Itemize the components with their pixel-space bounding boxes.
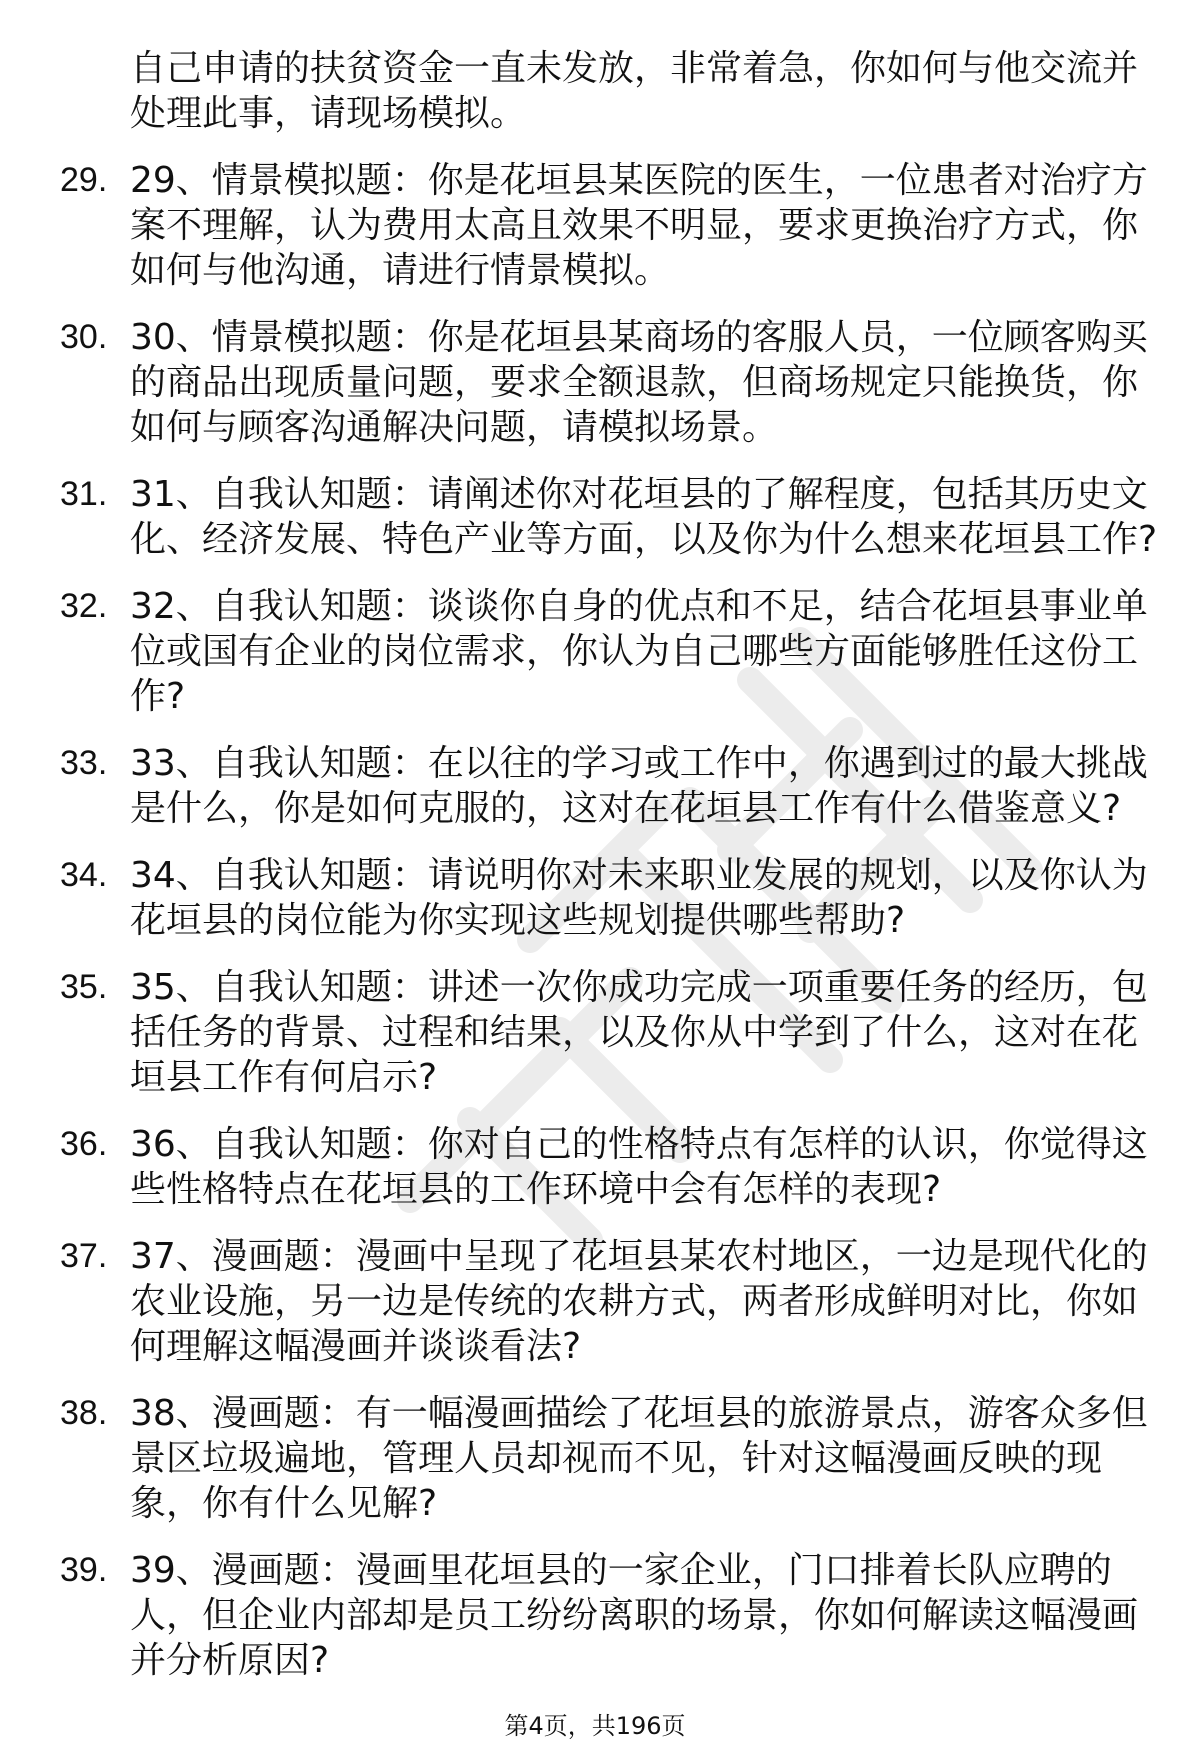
continued-question-text: 自己申请的扶贫资金一直未发放，非常着急，你如何与他交流并处理此事，请现场模拟。 xyxy=(130,48,1139,134)
question-text: 31、自我认知题：请阐述你对花垣县的了解程度，包括其历史文化、经济发展、特色产业等方面，以及你为什么想来花垣县工作? xyxy=(130,474,1158,560)
question-item xyxy=(60,1548,1160,1683)
question-item xyxy=(60,472,1160,562)
page-footer: 第4页，共196页 xyxy=(504,1712,686,1740)
question-text: 37、漫画题：漫画中呈现了花垣县某农村地区，一边是现代化的农业设施，另一边是传统的农耕方式，两者形成鲜明对比，你如何理解这幅漫画并谈谈看法? xyxy=(130,1236,1148,1367)
question-list xyxy=(60,158,1160,1683)
question-number: 35. xyxy=(60,968,108,1006)
question-text: 33、自我认知题：在以往的学习或工作中，你遇到过的最大挑战是什么，你是如何克服的，这对在花垣县工作有什么借鉴意义? xyxy=(130,743,1148,829)
question-item xyxy=(60,965,1160,1100)
question-item xyxy=(60,315,1160,450)
question-item xyxy=(60,1234,1160,1369)
question-text: 38、漫画题：有一幅漫画描绘了花垣县的旅游景点，游客众多但景区垃圾遍地，管理人员却视而不见，针对这幅漫画反映的现象，你有什么见解? xyxy=(130,1393,1148,1524)
question-number: 38. xyxy=(60,1394,108,1432)
question-number: 30. xyxy=(60,318,108,356)
question-number: 36. xyxy=(60,1125,108,1163)
question-text: 32、自我认知题：谈谈你自身的优点和不足，结合花垣县事业单位或国有企业的岗位需求，你认为自己哪些方面能够胜任这份工作? xyxy=(130,586,1148,717)
question-text: 35、自我认知题：讲述一次你成功完成一项重要任务的经历，包括任务的背景、过程和结果，以及你从中学到了什么，这对在花垣县工作有何启示? xyxy=(130,967,1148,1098)
question-text: 39、漫画题：漫画里花垣县的一家企业，门口排着长队应聘的人，但企业内部却是员工纷纷离职的场景，你如何解读这幅漫画并分析原因? xyxy=(130,1550,1139,1681)
question-item xyxy=(60,158,1160,293)
question-item xyxy=(60,584,1160,719)
question-text: 36、自我认知题：你对自己的性格特点有怎样的认识，你觉得这些性格特点在花垣县的工作环境中会有怎样的表现? xyxy=(130,1124,1148,1210)
question-item xyxy=(60,1391,1160,1526)
document-body xyxy=(60,46,1160,1705)
question-number: 33. xyxy=(60,744,108,782)
question-number: 31. xyxy=(60,475,108,513)
question-number: 29. xyxy=(60,161,108,199)
question-text: 29、情景模拟题：你是花垣县某医院的医生，一位患者对治疗方案不理解，认为费用太高且效果不明显，要求更换治疗方式，你如何与他沟通，请进行情景模拟。 xyxy=(130,160,1148,291)
question-text: 30、情景模拟题：你是花垣县某商场的客服人员，一位顾客购买的商品出现质量问题，要求全额退款，但商场规定只能换货，你如何与顾客沟通解决问题，请模拟场景。 xyxy=(130,317,1148,448)
question-text: 34、自我认知题：请说明你对未来职业发展的规划，以及你认为花垣县的岗位能为你实现这些规划提供哪些帮助? xyxy=(130,855,1148,941)
question-number: 32. xyxy=(60,587,108,625)
question-item xyxy=(60,741,1160,831)
question-number: 39. xyxy=(60,1551,108,1589)
question-number: 34. xyxy=(60,856,108,894)
question-item xyxy=(60,1122,1160,1212)
question-number: 37. xyxy=(60,1237,108,1275)
question-item xyxy=(60,853,1160,943)
